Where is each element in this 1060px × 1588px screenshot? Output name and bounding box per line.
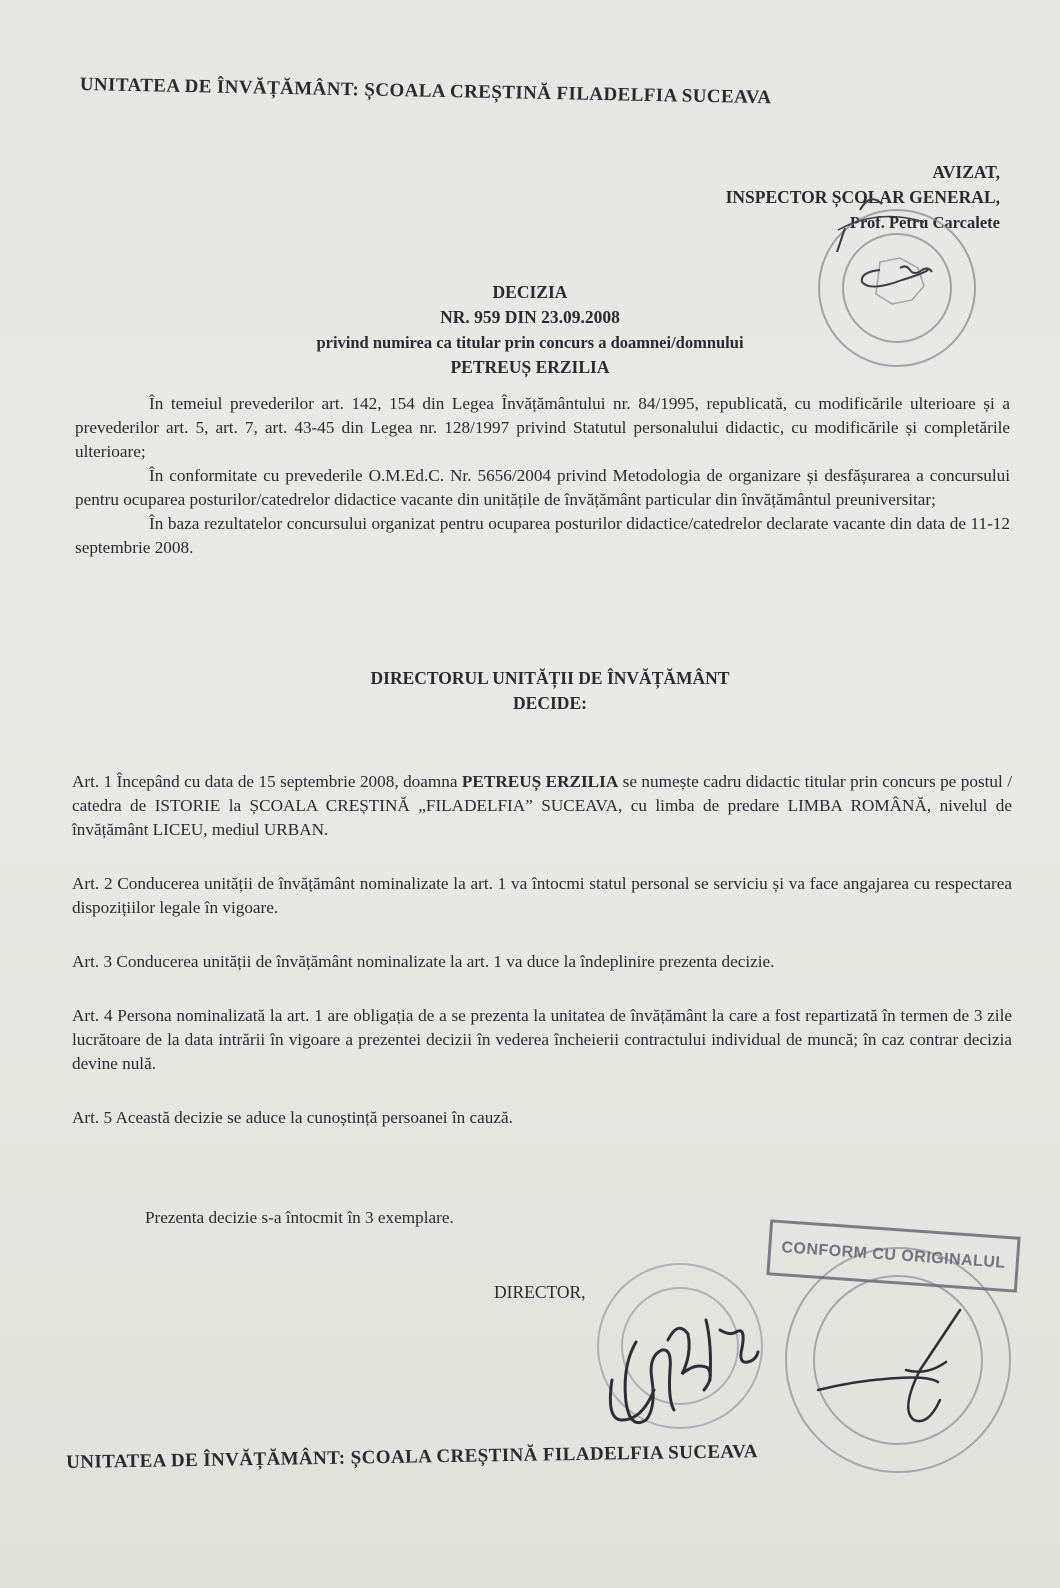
copies-note: Prezenta decizie s-a întocmit în 3 exemplare. bbox=[145, 1208, 454, 1227]
director-label: DIRECTOR, bbox=[494, 1282, 586, 1302]
article-3: Art. 3 Conducerea unității de învățământ nominalizate la art. 1 va duce la îndeplinire prezenta decizie. bbox=[72, 952, 775, 971]
footer-unit: UNITATEA DE ÎNVĂȚĂMÂNT: ȘCOALA CREȘTINĂ FILADELFIA SUCEAVA bbox=[66, 1441, 759, 1473]
article-1-body: se numește cadru didactic titular prin concurs pe postul / catedra de ISTORIE la ȘCOALA CREȘTINĂ „FILADELFIA” SUCEAVA, cu limba de predare LIMBA ROMÂNĂ, nivelul de învățământ LICEU, mediul URBAN. bbox=[72, 772, 1012, 839]
approval-inspector-name: Prof. Petru Carcalete bbox=[849, 213, 1000, 232]
preamble-paragraph: În temeiul prevederilor art. 142, 154 din Legea Învățământului nr. 84/1995, republicată, cu modificările ulterioare și a prevederilor art. 5, art. 7, art. 43-45 din Legea nr. 128/1997 privind Statutul personalului didactic, cu modificările și completările ulterioare; bbox=[75, 394, 1010, 461]
article-1-intro: Art. 1 Începând cu data de 15 septembrie 2008, doamna bbox=[72, 772, 462, 791]
approval-line-2: INSPECTOR ȘCOLAR GENERAL, bbox=[725, 187, 1000, 207]
article-1-name: PETREUȘ ERZILIA bbox=[461, 772, 619, 791]
school-stamp bbox=[598, 1264, 762, 1428]
decide-heading: DECIDE: bbox=[513, 693, 587, 713]
preamble-paragraph: În conformitate cu prevederile O.M.Ed.C. Nr. 5656/2004 privind Metodologia de organizare și desfășurarea a concursului pentru ocuparea posturilor/catedrelor didactice vacante din unitățile de învățământ particular din învățământul preuniversitar; bbox=[75, 466, 1010, 509]
preamble bbox=[75, 392, 1010, 560]
decision-person: PETREUȘ ERZILIA bbox=[450, 357, 610, 377]
header-unit: UNITATEA DE ÎNVĂȚĂMÂNT: ȘCOALA CREȘTINĂ FILADELFIA SUCEAVA bbox=[79, 74, 772, 109]
article-1 bbox=[72, 770, 1012, 842]
preamble-paragraph: În baza rezultatelor concursului organizat pentru ocuparea posturilor didactice/catedrelor declarate vacante din data de 11-12 septembrie 2008. bbox=[75, 514, 1010, 557]
director-heading-line: DIRECTORUL UNITĂȚII DE ÎNVĂȚĂMÂNT bbox=[370, 668, 730, 688]
articles bbox=[72, 770, 1012, 1130]
article-4: Art. 4 Persona nominalizată la art. 1 are obligația de a se prezenta la unitatea de învățământ la care a fost repartizată în termen de 3 zile lucrătoare de la data intrării în vigoare a prezentei decizii în vederea încheierii contractului individual de muncă; în caz contrar decizia devine nulă. bbox=[72, 1006, 1012, 1073]
decision-subject: privind numirea ca titular prin concurs a doamnei/domnului bbox=[316, 333, 744, 352]
decision-title-block bbox=[180, 280, 880, 380]
certifier-signature bbox=[818, 1310, 960, 1421]
director-heading bbox=[200, 666, 900, 716]
decision-title: DECIZIA bbox=[492, 282, 568, 302]
conform-stamp: CONFORM CU ORIGINALUL bbox=[766, 1219, 1020, 1292]
director-signature bbox=[610, 1320, 758, 1423]
article-5: Art. 5 Această decizie se aduce la cunoștință persoanei în cauză. bbox=[72, 1108, 513, 1127]
approval-block bbox=[726, 160, 1000, 235]
article-2: Art. 2 Conducerea unității de învățământ nominalizate la art. 1 va întocmi statul personal se serviciu și va face angajarea cu respectarea dispozițiilor legale în vigoare. bbox=[72, 874, 1012, 917]
decision-number: NR. 959 DIN 23.09.2008 bbox=[440, 307, 620, 327]
approval-line-1: AVIZAT, bbox=[932, 162, 1000, 182]
